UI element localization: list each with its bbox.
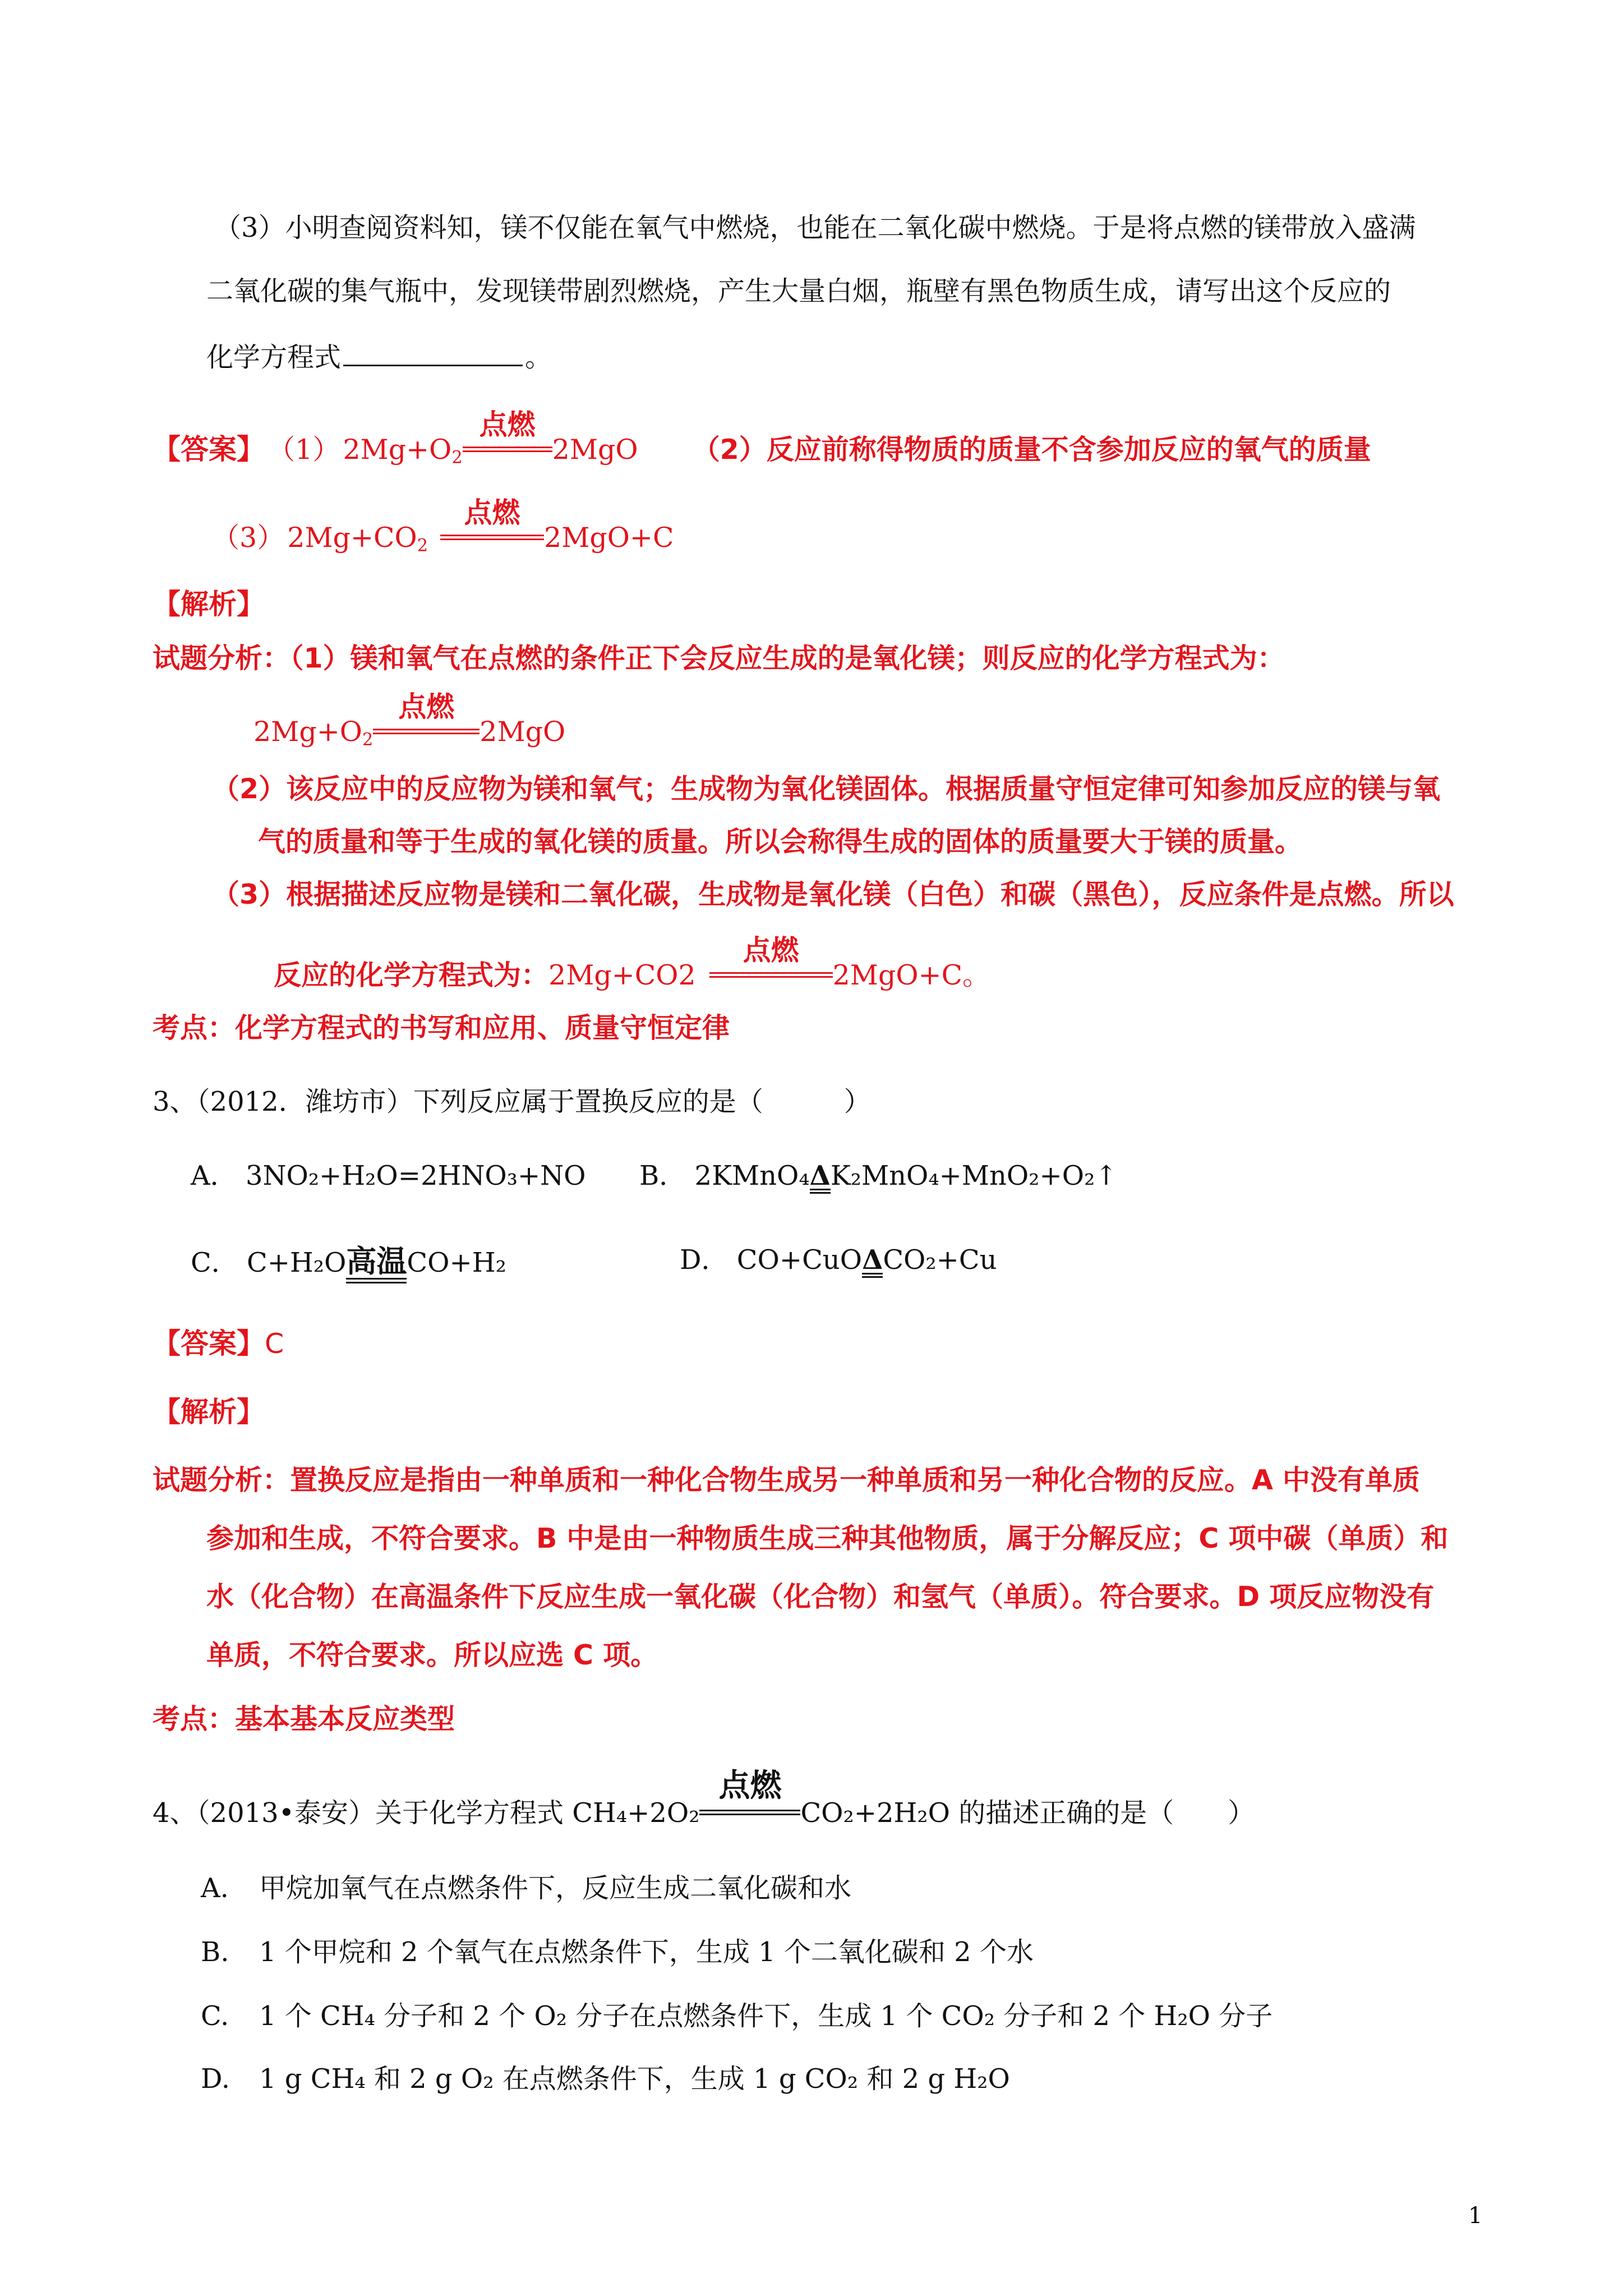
q3-option-a-label: A． <box>191 1160 237 1191</box>
q4-option-a-label: A. <box>201 1872 229 1904</box>
q3-answer-label: 【答案】 <box>153 1327 265 1360</box>
q3-option-c-label: C． <box>191 1247 238 1278</box>
q3-option-d-rhs: CO₂+Cu <box>883 1244 997 1276</box>
answer-2: （2）反应前称得物质的质量不含参加反应的氧气的质量 <box>692 434 1371 466</box>
answer-1-lhs: $2Mg+O_2$ <box>343 434 463 468</box>
analysis-3-lhs: 2Mg+CO2 <box>548 959 696 991</box>
answer-1-eqsign <box>463 408 552 459</box>
q3-stem: 3、（2012．潍坊市）下列反应属于置换反应的是（ ） <box>153 1086 871 1117</box>
q3-option-d-lhs: CO+CuO <box>736 1244 863 1276</box>
q4-option-d-text: 1 g CH₄ 和 2 g O₂ 在点燃条件下，生成 1 g CO₂ 和 2 g H₂O <box>259 2063 1010 2095</box>
q3-option-a-text: 3NO₂+H₂O=2HNO₃+NO <box>245 1160 586 1191</box>
q4-option-d <box>201 2063 1010 2095</box>
answer-3-rhs: 2MgO+C <box>544 522 674 554</box>
answer-1-condition: 点燃 <box>479 408 536 441</box>
q2-analysis-1-eq: $2Mg+O_2$ 点燃 2MgO <box>253 691 566 750</box>
q2-answer-line2 <box>212 496 674 556</box>
q3-analysis-line2: 参加和生成，不符合要求。B 中是由一种物质生成三种其他物质，属于分解反应；C 项中碳（单质）和 <box>206 1522 1449 1554</box>
q2-analysis-2-line1: （2）该反应中的反应物为镁和氧气；生成物为氧化镁固体。根据质量守恒定律可知参加反应的镁与氧 <box>212 773 1441 805</box>
q3-option-b-delta: Δ <box>809 1160 831 1191</box>
q2-part3-line3 <box>206 342 552 371</box>
q3-analysis-line3: 水（化合物）在高温条件下反应生成一氧化碳（化合物）和氢气（单质）。符合要求。D 项反应物没有 <box>206 1581 1435 1613</box>
q3-option-b-lhs: 2KMnO₄ <box>694 1160 810 1191</box>
analysis-3-intro: 反应的化学方程式为： <box>274 959 549 991</box>
q2-part3-line3-end: 。 <box>525 342 552 373</box>
q2-analysis-2-line2: 气的质量和等于生成的氧化镁的质量。所以会称得生成的固体的质量要大于镁的质量。 <box>258 826 1303 858</box>
q4-option-c-text: 1 个 CH₄ 分子和 2 个 O₂ 分子在点燃条件下，生成 1 个 CO₂ 分子和 2 个 H₂O 分子 <box>259 2000 1273 2032</box>
q3-analysis-line4: 单质，不符合要求。所以应选 C 项。 <box>206 1639 658 1671</box>
q4-option-d-label: D. <box>201 2063 230 2095</box>
q4-option-b <box>201 1936 1034 1968</box>
q4-option-c <box>201 2000 1273 2032</box>
q3-kaodian: 考点：基本基本反应类型 <box>153 1703 455 1735</box>
answer-3-lhs: $2Mg+CO_2$ <box>287 522 428 556</box>
q4-stem-condition: 点燃 <box>718 1768 782 1804</box>
q2-answer-line1 <box>153 408 1371 468</box>
q2-kaodian: 考点：化学方程式的书写和应用、质量守恒定律 <box>153 1012 730 1044</box>
q3-answer <box>153 1329 284 1358</box>
answer-3-condition: 点燃 <box>464 496 520 529</box>
q4-stem-eqsign <box>699 1768 800 1822</box>
answer-1-rhs: 2MgO <box>552 434 638 466</box>
q2-analysis-3-line2 <box>274 934 990 991</box>
q3-option-b-label: B． <box>639 1160 686 1191</box>
answer-label: 【答案】 <box>153 433 265 466</box>
q2-analysis-label: 【解析】 <box>153 588 265 620</box>
q4-stem <box>153 1768 1255 1829</box>
q3-option-c-condition: 高温 <box>346 1244 407 1279</box>
q3-option-a <box>191 1162 586 1189</box>
q4-stem-start: 4、（2013•泰安）关于化学方程式 CH₄+2O₂ <box>153 1797 700 1829</box>
analysis-3-condition: 点燃 <box>743 934 799 967</box>
q3-option-d-label: D． <box>680 1244 728 1276</box>
q2-part3-line3-text: 化学方程式 <box>206 342 342 373</box>
analysis-3-rhs: 2MgO+C。 <box>832 959 990 991</box>
q3-analysis-label: 【解析】 <box>153 1396 265 1428</box>
q3-option-c-rhs: CO+H₂ <box>407 1247 506 1278</box>
analysis-3-eqsign <box>709 934 833 984</box>
analysis-1-eqsign <box>373 691 479 741</box>
q2-analysis-1: 试题分析：（1）镁和氧气在点燃的条件正下会反应生成的是氧化镁；则反应的化学方程式为： <box>153 642 1285 674</box>
q2-part3-line2: 二氧化碳的集气瓶中，发现镁带剧烈燃烧，产生大量白烟，瓶壁有黑色物质生成，请写出这个反应的 <box>206 275 1391 307</box>
q3-answer-value: C <box>265 1328 284 1360</box>
answer-1-num: （1） <box>268 434 340 466</box>
q2-analysis-3-line1: （3）根据描述反应物是镁和二氧化碳，生成物是氧化镁（白色）和碳（黑色），反应条件是点燃。所以 <box>212 878 1454 910</box>
q2-part3-line1: （3）小明查阅资料知，镁不仅能在氧气中燃烧，也能在二氧化碳中燃烧。于是将点燃的镁带放入盛满 <box>214 212 1416 243</box>
q4-option-a-text: 甲烷加氧气在点燃条件下，反应生成二氧化碳和水 <box>259 1872 852 1904</box>
q4-option-b-text: 1 个甲烷和 2 个氧气在点燃条件下，生成 1 个二氧化碳和 2 个水 <box>259 1936 1034 1968</box>
q4-option-a <box>201 1872 852 1904</box>
q4-option-c-label: C. <box>201 2000 229 2032</box>
q3-option-c-lhs: C+H₂O <box>247 1247 347 1278</box>
q3-option-d-delta: Δ <box>862 1244 883 1276</box>
q4-stem-end: CO₂+2H₂O 的描述正确的是（ ） <box>800 1797 1255 1829</box>
answer-3-eqsign <box>440 496 544 547</box>
q3-analysis-line1: 试题分析：置换反应是指由一种单质和一种化合物生成另一种单质和另一种化合物的反应。A 中没有单质 <box>153 1464 1420 1496</box>
answer-3-num: （3） <box>212 522 285 554</box>
answer-blank <box>343 342 523 366</box>
q3-option-c <box>191 1246 506 1277</box>
analysis-1-condition: 点燃 <box>398 691 455 723</box>
q4-option-b-label: B. <box>201 1936 229 1968</box>
q3-option-b <box>639 1162 1118 1189</box>
page-number: 1 <box>1468 2203 1483 2229</box>
q3-option-d <box>680 1244 997 1276</box>
q3-option-b-rhs: K₂MnO₄+MnO₂+O₂↑ <box>830 1160 1118 1191</box>
